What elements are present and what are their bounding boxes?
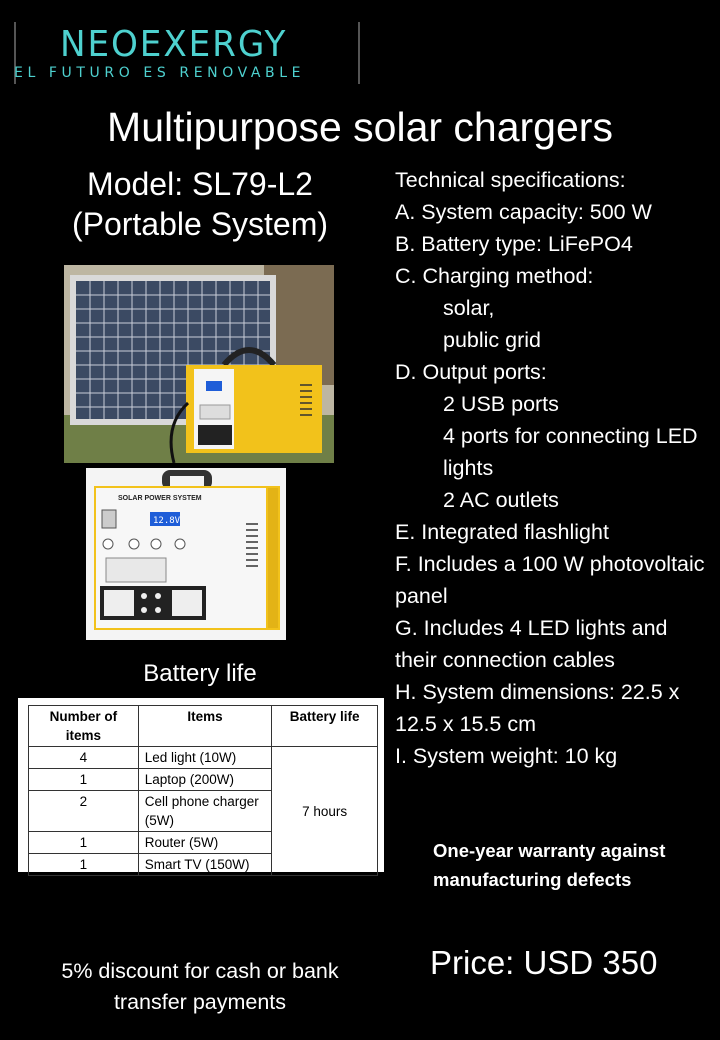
warranty-note: One-year warranty against manufacturing defects	[433, 840, 666, 890]
svg-text:12.8V: 12.8V	[153, 516, 181, 526]
model-subtitle: (Portable System)	[71, 206, 329, 242]
technical-specifications	[395, 164, 715, 772]
spec-weight: I. System weight: 10 kg	[395, 744, 618, 768]
spec-usb-ports: 2 USB ports	[443, 392, 559, 416]
specs-heading: Technical specifications:	[395, 168, 626, 192]
battery-life-table	[18, 698, 384, 872]
item-name: Smart TV (150W)	[138, 854, 272, 876]
item-count: 2	[29, 791, 139, 832]
spec-output-ports: D. Output ports:	[395, 360, 547, 384]
brand-tagline: EL FUTURO ES RENOVABLE	[14, 65, 306, 81]
page-title: Multipurpose solar chargers	[107, 104, 613, 150]
item-name: Cell phone charger (5W)	[138, 791, 272, 832]
spec-battery-type: B. Battery type: LiFePO4	[395, 232, 633, 256]
brand-name: NEOEXERGY	[60, 24, 288, 65]
spec-led-lights: G. Includes 4 LED lights and their connection cables	[395, 616, 668, 672]
solar-panel-photo	[64, 265, 334, 463]
item-name: Router (5W)	[138, 832, 272, 854]
price-label: Price: USD 350	[430, 944, 658, 981]
item-count: 4	[29, 747, 139, 769]
column-header-items: Items	[138, 706, 272, 747]
spec-panel: F. Includes a 100 W photovoltaic panel	[395, 552, 705, 608]
spec-charging-grid: public grid	[443, 328, 541, 352]
item-name: Laptop (200W)	[138, 769, 272, 791]
battery-duration: 7 hours	[272, 747, 378, 876]
spec-capacity: A. System capacity: 500 W	[395, 200, 652, 224]
item-name: Led light (10W)	[138, 747, 272, 769]
model-heading	[30, 164, 370, 244]
table-row	[29, 747, 378, 769]
spec-led-ports: 4 ports for connecting LED lights	[443, 424, 698, 480]
column-header-count: Number of items	[29, 706, 139, 747]
spec-dimensions: H. System dimensions: 22.5 x 12.5 x 15.5 cm	[395, 680, 680, 736]
battery-life-heading: Battery life	[143, 660, 257, 687]
spec-charging-method: C. Charging method:	[395, 264, 594, 288]
spec-charging-solar: solar,	[443, 296, 495, 320]
logo-divider-right	[358, 22, 360, 84]
power-unit-graphic	[171, 350, 322, 463]
spec-flashlight: E. Integrated flashlight	[395, 520, 609, 544]
item-count: 1	[29, 854, 139, 876]
discount-note: 5% discount for cash or bank transfer payments	[61, 959, 339, 1014]
spec-ac-outlets: 2 AC outlets	[443, 488, 559, 512]
unit-label: SOLAR POWER SYSTEM	[118, 495, 202, 502]
column-header-life: Battery life	[272, 706, 378, 747]
table-header-row	[29, 706, 378, 747]
power-unit-photo	[86, 468, 286, 640]
brand-logo	[14, 22, 360, 84]
item-count: 1	[29, 832, 139, 854]
item-count: 1	[29, 769, 139, 791]
model-name: Model: SL79-L2	[87, 166, 313, 202]
